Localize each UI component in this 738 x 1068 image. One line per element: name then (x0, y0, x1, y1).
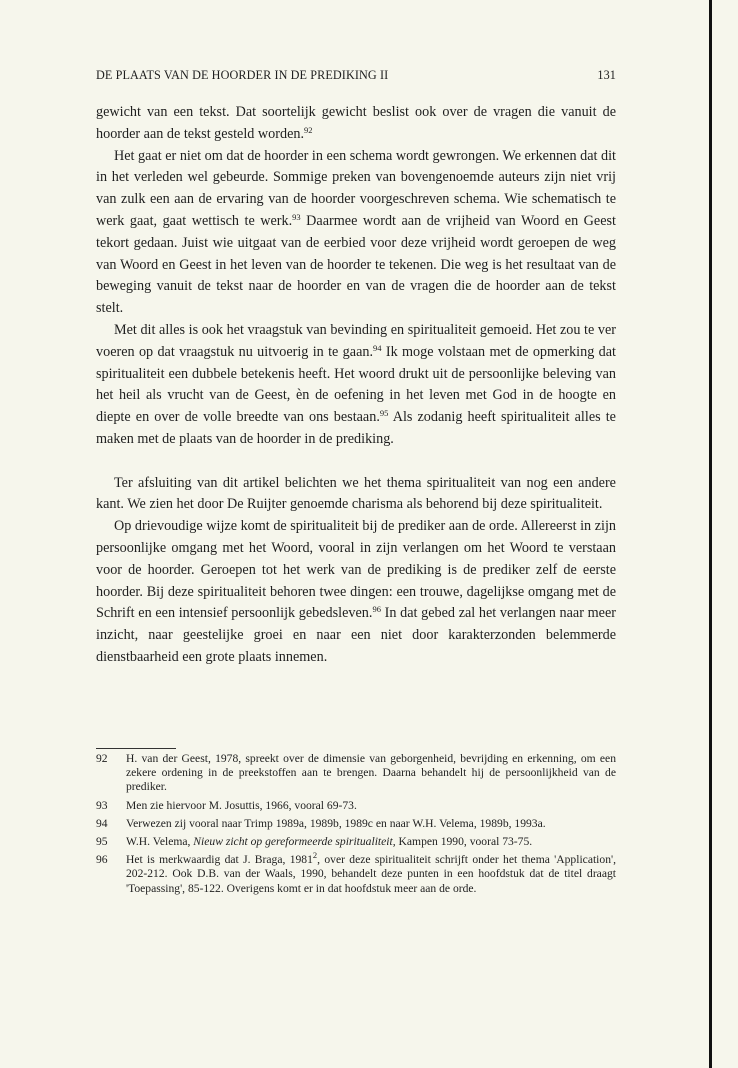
footnote-92 (96, 752, 616, 795)
footnote-94 (96, 817, 616, 831)
footnote-number: 92 (96, 752, 108, 765)
footnote-96 (96, 850, 616, 896)
footnote-number: 95 (96, 835, 108, 849)
paragraph-text: gewicht van een tekst. Dat soortelijk gewicht beslist ook over de vragen die vanuit de hoorder aan de tekst gesteld worden. (96, 104, 616, 142)
footnote-ref: 94 (373, 342, 382, 353)
paragraph-5 (96, 516, 616, 669)
running-title: DE PLAATS VAN DE HOORDER IN DE PREDIKING II (96, 68, 389, 82)
paragraph-text: Als zodanig heeft spiritualiteit alles te maken met de plaats van de hoorder in de prediking. (96, 409, 616, 447)
footnotes (96, 752, 616, 900)
footnote-text-part: Het is merkwaardig dat J. Braga, 1981 (126, 853, 313, 867)
paragraph-text: Ik moge volstaan met de opmerking dat spiritualiteit een dubbele betekenis heeft. Het woord drukt uit de persoonlijke beleving van het heil als vrucht van de Geest, èn de oefening in het leven met God in de hoogte en diepte en over de volle breedte van ons bestaan. (96, 343, 616, 426)
paragraph-text: Op drievoudige wijze komt de spiritualiteit bij de prediker aan de orde. Allereerst in zijn persoonlijke omgang met het Woord, vooral in zijn verlangen om het Woord te verstaan voor de hoorder. Geroepen tot het werk van de prediking is de prediker zelf de eerste hoorder. Bij deze spiritualiteit behoren twee dingen: een trouwe, dagelijkse omgang met de Schrift en een intensief persoonlijk gebedsleven. (96, 518, 616, 622)
paragraph-text: Ter afsluiting van dit artikel belichten we het thema spiritualiteit van nog een andere kant. We zien het door De Ruijter genoemde charisma als behorend bij deze spiritualiteit. (96, 474, 616, 513)
footnote-text (126, 850, 616, 896)
footnote-text: Men zie hiervoor M. Josuttis, 1966, vooral 69-73. (126, 798, 357, 812)
paragraph-text: Het gaat er niet om dat de hoorder in een schema wordt gewrongen. We erkennen dat dit in het verleden wel gebeurde. Sommige preken van bovengenoemde auteurs zijn niet vrij van zulk een aan de ervaring van de hoorder voorgeschreven schema. Wie schematisch te werk gaat, gaat wettisch te werk. (96, 147, 616, 229)
footnote-text-part: W.H. Velema, (126, 835, 194, 849)
footnote-ref: 96 (372, 604, 381, 615)
footnote-95 (96, 835, 616, 849)
footnote-ref: 92 (304, 124, 313, 135)
footnote-text-part: Kampen 1990, vooral 73-75. (395, 835, 533, 849)
footnote-ref: 95 (379, 408, 389, 419)
body-text (96, 102, 616, 669)
footnote-number: 96 (96, 853, 108, 867)
page-number: 131 (597, 68, 616, 82)
footnote-text: H. van der Geest, 1978, spreekt over de dimensie van geborgenheid, bevrijding en erkenning, om een zekere ordening in de preekstoffen aan te brengen. Daarna behandelt hij de persoonlijkheid van de prediker. (126, 752, 616, 794)
footnote-ref: 93 (292, 211, 301, 222)
footnote-text: Verwezen zij vooral naar Trimp 1989a, 1989b, 1989c en naar W.H. Velema, 1989b, 1993a. (126, 816, 546, 830)
book-title: Nieuw zicht op gereformeerde spiritualiteit, (193, 835, 396, 849)
footnote-divider (96, 748, 176, 749)
paragraph-text: Daarmee wordt aan de vrijheid van Woord en Geest tekort gedaan. Juist wie uitgaat van de eerbied voor deze vrijheid wordt geroepen de weg van Woord en Geest in het leven van de hoorder te tekenen. Die weg is het resultaat van de beweging vanuit de tekst naar de hoorder en van de vragen die de hoorder aan de tekst stelt. (96, 212, 616, 317)
paragraph-4 (96, 473, 616, 517)
footnote-text (126, 835, 616, 849)
paragraph-1 (96, 102, 616, 146)
footnote-text-part: , over deze spiritualiteit schrijft onder het thema 'Application', 202-212. Ook D.B. van der Waals, 1990, behandelt deze punten in een hoofdstuk dat de titel draagt 'Toepassing', 85-122. Overigens komt er in dat hoofdstuk meer aan de orde. (126, 853, 616, 895)
footnote-number: 94 (96, 816, 108, 830)
footnote-93 (96, 799, 616, 813)
paragraph-text: Met dit alles is ook het vraagstuk van bevinding en spiritualiteit gemoeid. Het zou te ver voeren op dat vraagstuk nu uitvoerig in te gaan. (96, 321, 616, 360)
paragraph-2 (96, 146, 616, 320)
footnote-number: 93 (96, 798, 108, 812)
paragraph-text: In dat gebed zal het verlangen naar meer inzicht, naar geestelijke groei en naar een niet door karakterzonden belemmerde dienstbaarheid een grote plaats innemen. (96, 605, 616, 665)
edition-superscript: 2 (312, 850, 318, 861)
paragraph-3 (96, 320, 616, 451)
page-edge-line (709, 0, 712, 1068)
